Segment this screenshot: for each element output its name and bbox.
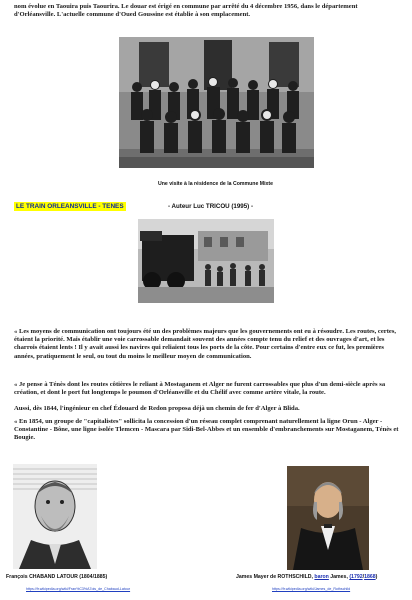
portrait-right-url[interactable]: https://fr.wikipedia.org/wiki/James_de_Rothschild — [272, 587, 351, 591]
portrait-left-url[interactable]: https://fr.wikipedia.org/wiki/Fran%C3%A7ois_de_Chabaud-Latour — [26, 587, 131, 591]
paragraph-communication: « Les moyens de communication ont toujours été un des problèmes majeurs que les gouvernements ont eu à résoudre. Les routes, certes, étaient la priorité. Mais établir une voie carrossable demandait souvent des années compte tenu du relief et des ouvrages d'art, et les charrois étaient lents ! Il y avait aussi les navires qui reliaient tous les ports de la côte. Pour certains d'entre eux ce fut, les premières années, pratiquement le seul, ou tout du moins le meilleur moyen de communication. — [14, 328, 397, 360]
paragraph-1854: « En 1854, un groupe de "capitalistes" sollicita la concession d'un réseau complet comprenant naturellement la ligne Orun - Alger - Constantine - Bône, une ligne isolée Tlemcen - Mascara par Sidi-Bel-Abbes et un ensemble d'embranchements sur Mostaganem, Ténès et Bougie. — [14, 418, 399, 442]
section-title: LE TRAIN ORLEANSVILLE - TENES — [16, 203, 124, 210]
group-photo — [119, 37, 314, 168]
caption-separator: / — [362, 574, 365, 580]
birth-year-link[interactable]: (1792 — [349, 574, 363, 580]
portrait-rothschild — [287, 466, 369, 570]
portrait-rothschild-image — [287, 466, 369, 570]
group-photo-caption: Une visite à la résidence de la Commune Mixte — [158, 181, 274, 187]
portrait-chabaud-latour-image — [13, 464, 97, 569]
train-photo-image — [138, 219, 274, 303]
death-year-link[interactable]: 1868 — [364, 574, 376, 580]
section-author: - Auteur Luc TRICOU (1995) - — [168, 203, 254, 210]
train-photo — [138, 219, 274, 303]
baron-link[interactable]: baron — [314, 574, 329, 580]
portrait-right-caption-prefix: James Mayer de ROTHSCHILD, — [236, 574, 315, 580]
intro-paragraph: nom évolue en Taouira puis Taourira. Le douar est érigé en commune par arrêté du 4 décembre 1956, dans le département d'Orléansville. L'actuelle commune d'Oued Goussine est établie à son emplacement. — [14, 3, 358, 19]
portrait-right-caption — [236, 574, 377, 580]
group-photo-image — [119, 37, 314, 168]
paragraph-tenes: « Je pense à Ténès dont les routes côtières le reliant à Mostaganem et Alger ne furent carrossables que plus d'un demi-siècle après sa création, et dont le port fut longtemps le poumon d'Orléansville et du Chélif avec comme artère vitale, la route. — [14, 381, 386, 397]
paragraph-redon: Aussi, dès 1844, l'ingénieur en chef Édouard de Redon proposa déjà un chemin de fer d'Alger à Blida. — [14, 405, 300, 412]
portrait-right-caption-mid: James, — [328, 574, 350, 580]
portrait-chabaud-latour — [13, 464, 97, 569]
portrait-left-caption: François CHABAND LATOUR (1804/1885) — [6, 574, 108, 580]
portrait-right-caption-end: ) — [375, 574, 378, 580]
